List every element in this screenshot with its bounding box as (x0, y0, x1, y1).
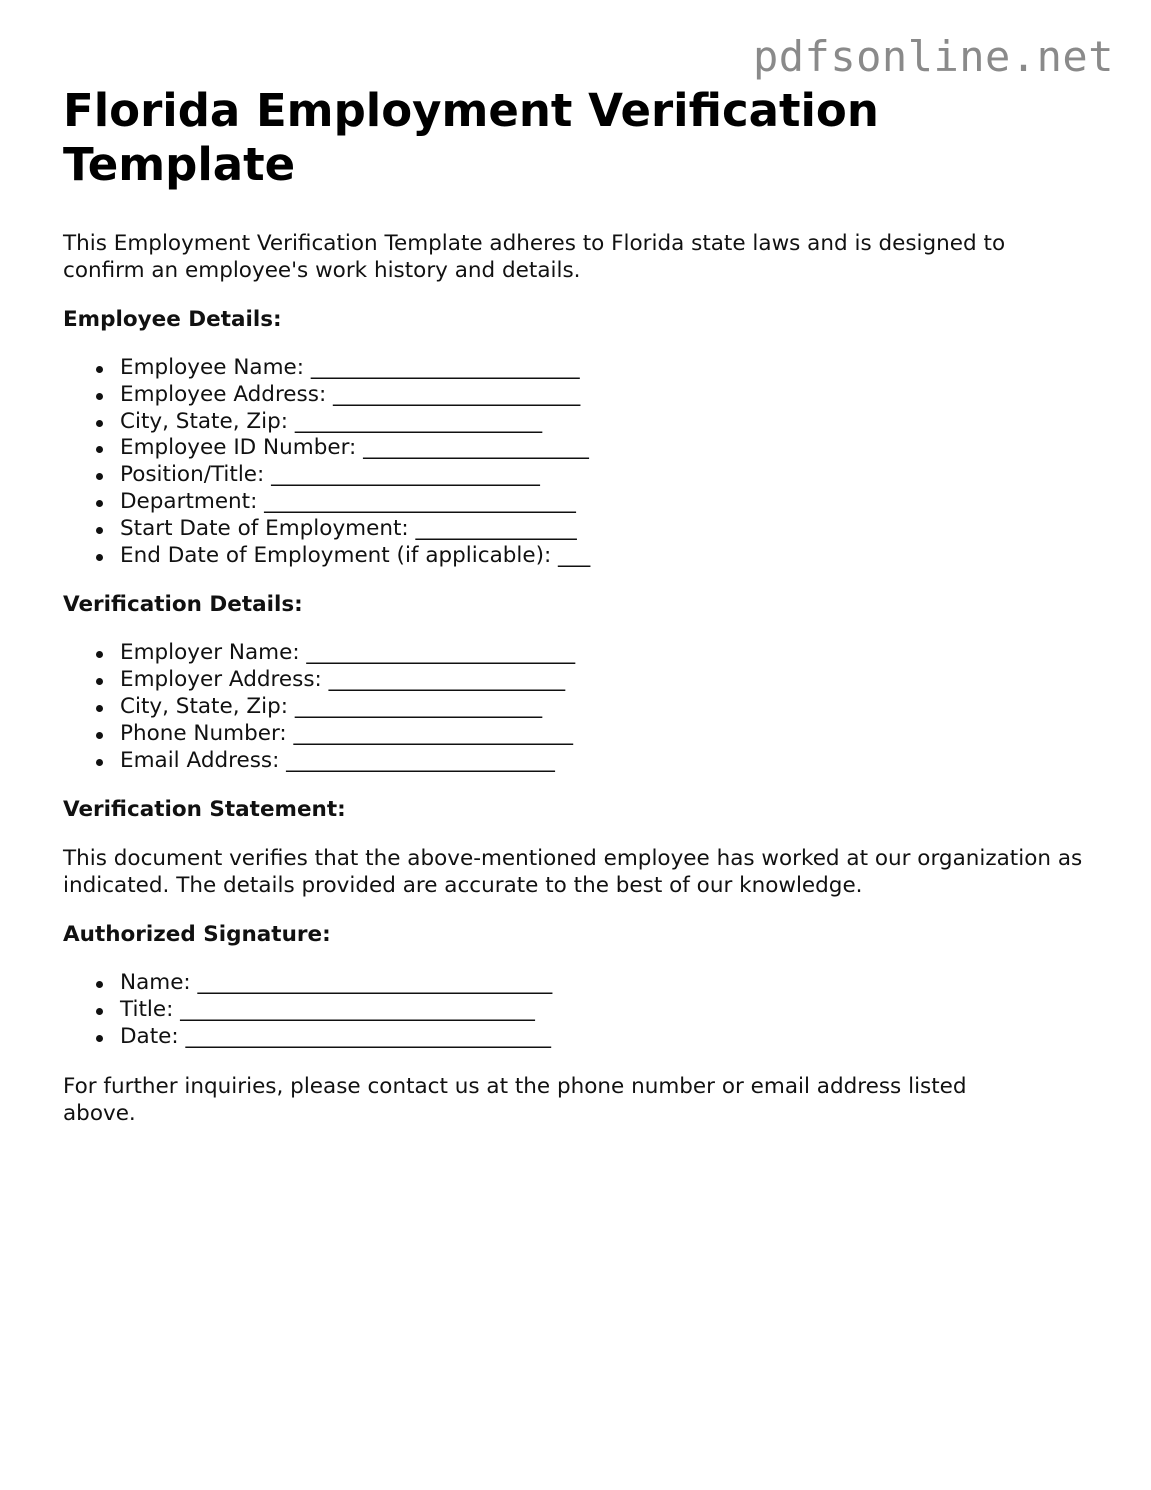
email-address-field: Email Address: _________________________ (120, 748, 1103, 775)
authorized-signature-heading: Authorized Signature: (63, 922, 331, 948)
footer-note: For further inquiries, please contact us at the phone number or email address listed above. (63, 1073, 967, 1126)
end-date-field: End Date of Employment (if applicable): ___ (120, 543, 1103, 570)
employer-city-state-zip-field: City, State, Zip: _______________________ (120, 694, 1103, 721)
department-field: Department: _____________________________ (120, 489, 1103, 516)
employee-details-list (63, 355, 1103, 569)
start-date-field: Start Date of Employment: _______________ (120, 516, 1103, 543)
verification-statement-heading: Verification Statement: (63, 797, 346, 823)
document-body (63, 84, 1103, 1127)
employee-name-field: Employee Name: _________________________ (120, 355, 1103, 382)
watermark: pdfsonline.net (752, 32, 1114, 81)
intro-paragraph: This Employment Verification Template adheres to Florida state laws and is designed to confirm an employee's work history and details. (63, 231, 1006, 283)
employer-name-field: Employer Name: _________________________ (120, 640, 1103, 667)
employee-details-heading: Employee Details: (63, 307, 282, 332)
verification-statement-text: This document verifies that the above-mentioned employee has worked at our organization as indicated. The details provided are accurate to the best of our knowledge. (63, 846, 1083, 899)
verification-details-heading: Verification Details: (63, 592, 303, 618)
signer-name-field: Name: _________________________________ (120, 970, 1103, 997)
verification-details-list (63, 640, 1103, 774)
signature-date-field: Date: __________________________________ (120, 1024, 1103, 1051)
employee-id-field: Employee ID Number: _____________________ (120, 435, 1103, 462)
phone-number-field: Phone Number: __________________________ (120, 721, 1103, 748)
employee-address-field: Employee Address: _______________________ (120, 382, 1103, 409)
document-title: Florida Employment Verification Template (63, 84, 879, 191)
signer-title-field: Title: _________________________________ (120, 997, 1103, 1024)
signature-list (63, 970, 1103, 1050)
employee-city-state-zip-field: City, State, Zip: _______________________ (120, 409, 1103, 436)
position-title-field: Position/Title: _________________________ (120, 462, 1103, 489)
employer-address-field: Employer Address: ______________________ (120, 667, 1103, 694)
